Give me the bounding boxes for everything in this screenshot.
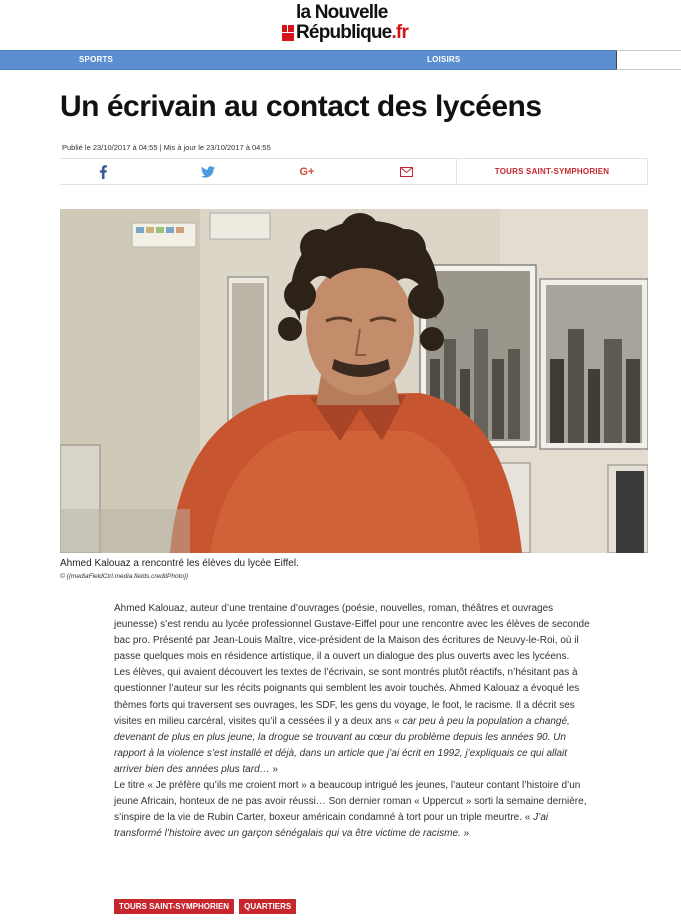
mail-icon <box>400 167 413 177</box>
nav-item-sports[interactable]: SPORTS <box>79 55 114 64</box>
publication-meta: Publié le 23/10/2017 à 04:55 | Mis à jour le 23/10/2017 à 04:55 <box>62 143 271 152</box>
article-photo[interactable] <box>60 209 648 553</box>
article-body <box>114 601 598 842</box>
logo-mark-icon <box>282 25 294 41</box>
google-plus-icon: G+ <box>299 165 315 178</box>
portrait-image <box>60 209 648 553</box>
paragraph-2-text: Les élèves, qui avaient découvert les textes de l’écrivain, se sont montrés plutôt réactifs, n’hésitant pas à questionner l’auteur sur les récits poignants qui semblent les avoir touchés. Ahmed Kalouaz a évoqué les thèmes forts qui traversent ses ouvrages, les SDF, les gens du voyage, le foot, le racisme. Il a décrit ses visites en milieu carcéral, visites qu’il a cessées il y a deux ans « <box>114 667 580 727</box>
masthead <box>0 0 681 50</box>
paragraph-2-close: » <box>269 763 278 775</box>
share-bar <box>60 158 648 185</box>
logo-word: République <box>296 22 392 43</box>
paragraph-3-text: Le titre « Je préfère qu’ils me croient mort » a beaucoup intrigué les jeunes, l’auteur contant l’histoire d’un jeune Africain, honteux de ne pas avoir réussi… Son dernier roman « Uppercut » sorti la semaine dernière, s’inspire de la vie de Rubin Carter, boxeur américain condamné à tort pour un triple meurtre. « <box>114 780 587 824</box>
mail-share-button[interactable] <box>398 159 414 184</box>
article-paragraph-3 <box>114 778 598 842</box>
tag-tours-saint-symphorien[interactable]: TOURS SAINT-SYMPHORIEN <box>114 899 234 914</box>
facebook-share-button[interactable] <box>98 159 108 184</box>
tag-quartiers[interactable]: QUARTIERS <box>239 899 296 914</box>
main-navbar <box>0 50 616 70</box>
article-tags <box>114 899 296 914</box>
article-paragraph-1: Ahmed Kalouaz, auteur d’une trentaine d’ouvrages (poésie, nouvelles, roman, théâtres et ouvrages jeunesse) s’est rendu au lycée professionnel Gustave-Eiffel pour une rencontre avec les élèves de seconde bac pro. Présenté par Jean-Louis Maître, vice-président de la Maison des écritures de Neuvy-le-Roi, où il passe quelques mois en résidence artistique, il a ouvert un dialogue des plus ouverts avec les lycéens. <box>114 603 590 663</box>
twitter-share-button[interactable] <box>198 159 218 184</box>
photo-caption: Ahmed Kalouaz a rencontré les élèves du lycée Eiffel. <box>60 558 299 569</box>
article-title: Un écrivain au contact des lycéens <box>60 90 542 123</box>
navbar-edge <box>616 50 681 70</box>
logo-line-2 <box>296 23 408 43</box>
article-paragraph-2 <box>114 665 598 778</box>
nav-item-loisirs[interactable]: LOISIRS <box>427 55 461 64</box>
logo-line-1: la Nouvelle <box>296 2 388 23</box>
logo-suffix: .fr <box>391 22 409 43</box>
twitter-icon <box>201 166 215 178</box>
paragraph-3-quote: J’ai transformé l’histoire avec un garçon sénégalais qui va être victime de racisme. <box>114 812 549 840</box>
location-link[interactable]: TOURS SAINT-SYMPHORIEN <box>456 158 648 185</box>
site-logo[interactable] <box>282 3 432 47</box>
photo-credit: © {{mediaFieldCtrl.media.fields.creditPhoto}} <box>60 573 189 580</box>
paragraph-3-close: » <box>460 828 470 840</box>
paragraph-2-quote: car peu à peu la population a changé, devenant de plus en plus jeune, la drogue se trouvant au cœur du problème depuis les années 90. Un rapport à la violence s’est installé et déjà, dans un article que j’ai écrit en 1992, j’expliquais ce qui allait arriver bien des années plus tard… <box>114 715 570 775</box>
facebook-icon <box>98 165 108 179</box>
google-plus-share-button[interactable] <box>296 159 318 184</box>
